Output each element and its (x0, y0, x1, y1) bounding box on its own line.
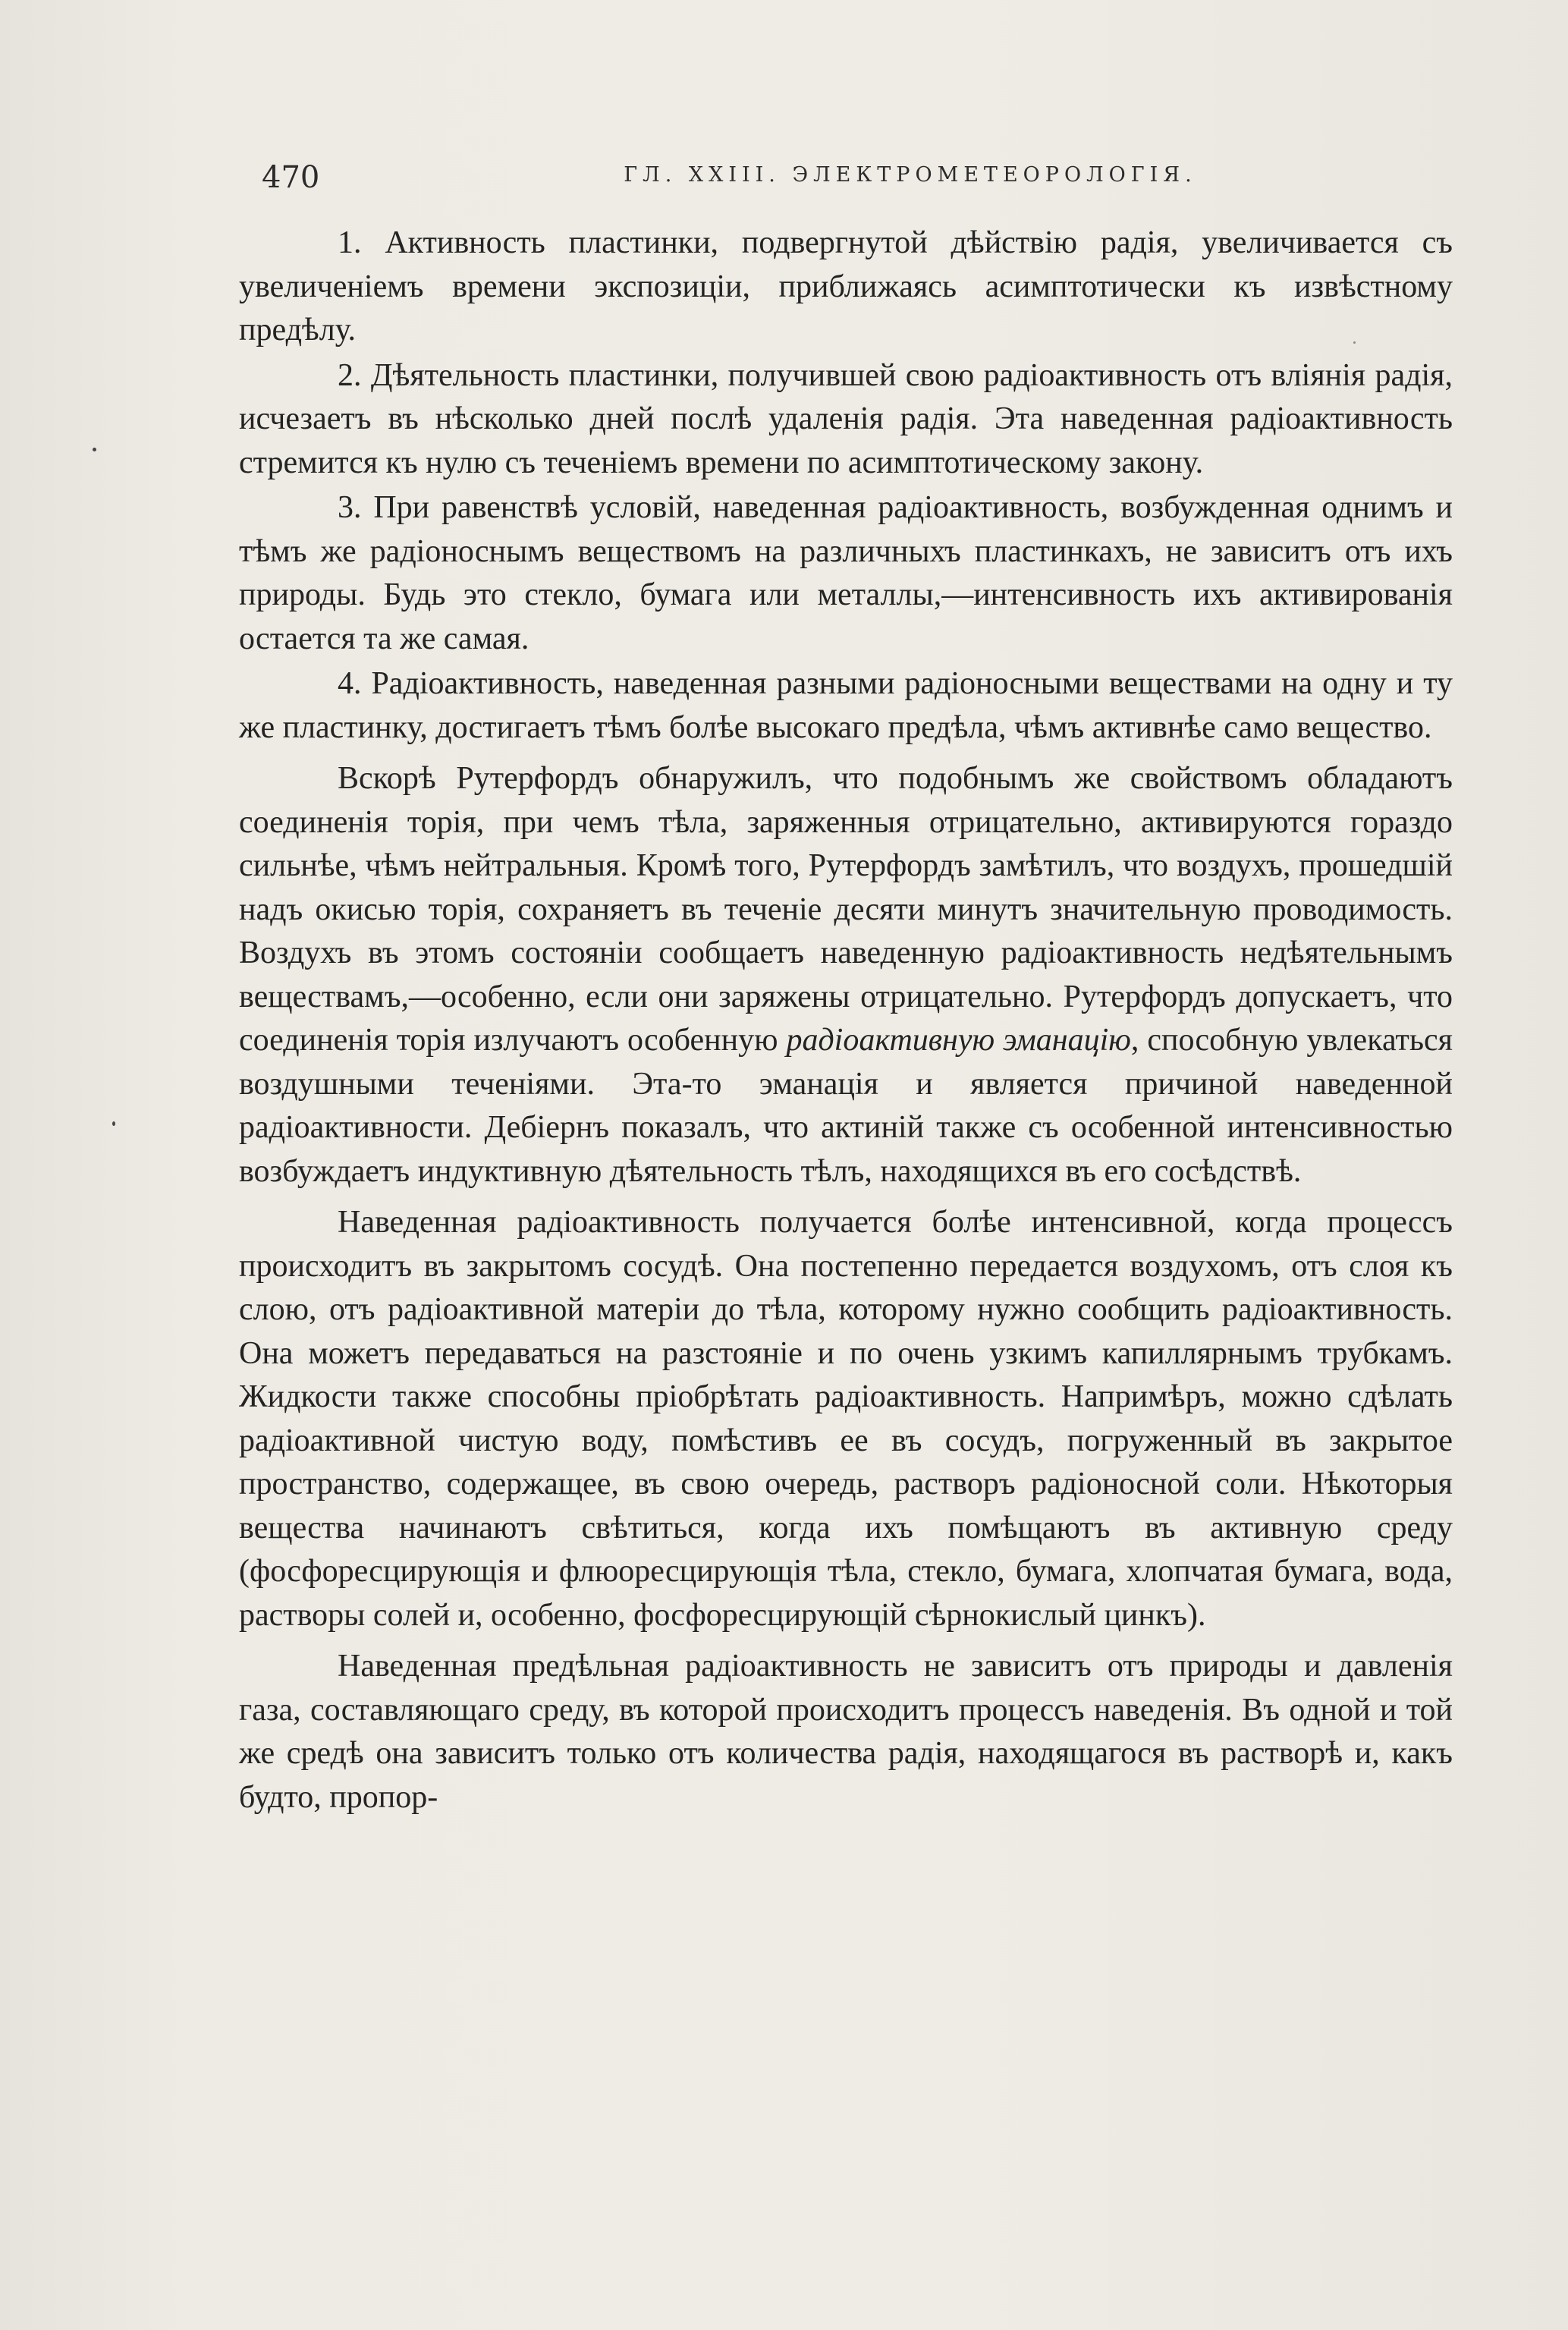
paragraph-5-italic-term: радіоактивную эманацію (786, 1023, 1131, 1058)
paragraph-5-text-b: , способную увлекаться воздушными теченіями. Эта-то эманація и является причиной наведенной радіоактивности. Дебіернъ показалъ, что актиній также съ особенной интенсивностью возбуждаетъ индуктивную дѣятельность тѣлъ, находящихся въ его сосѣдствѣ. (239, 1023, 1453, 1189)
running-head: ГЛ. XXIII. ЭЛЕКТРОМЕТЕОРОЛОГІЯ. (624, 163, 1197, 187)
paragraph-2: 2. Дѣятельность пластинки, получившей свою радіоактивность отъ вліянія радія, исчезаетъ въ нѣсколько дней послѣ удаленія радія. Эта наведенная радіоактивность стремится къ нулю съ теченіемъ времени по асимптотическому закону. (239, 357, 1453, 480)
paper-speck (112, 1121, 115, 1126)
paper-speck (93, 448, 96, 451)
paragraph-6: Наведенная радіоактивность получается болѣе интенсивной, когда процессъ происходитъ въ закрытомъ сосудѣ. Она постепенно передается воздухомъ, отъ слоя къ слою, отъ радіоактивной матеріи до тѣла, которому нужно сообщить радіоактивность. Она можетъ передаваться на разстояніе и по очень узкимъ капиллярнымъ трубкамъ. Жидкости также способны пріобрѣтать радіоактивность. Напримѣръ, можно сдѣлать радіоактивной чистую воду, помѣстивъ ее въ сосудъ, погруженный въ закрытое пространство, содержащее, въ свою очередь, растворъ радіоносной соли. Нѣкоторыя вещества начинаютъ свѣтиться, когда ихъ помѣщаютъ въ активную среду (фосфоресцирующія и флюоресцирующія тѣла, стекло, бумага, хлопчатая бумага, вода, растворы солей и, особенно, фосфоресцирующій сѣрнокислый цинкъ). (239, 1205, 1453, 1633)
paragraph-5-text-a: Вскорѣ Рутерфордъ обнаружилъ, что подобнымъ же свойствомъ обладаютъ соединенія торія, при чемъ тѣла, заряженныя отрицательно, активируются гораздо сильнѣе, чѣмъ нейтральныя. Кромѣ того, Рутерфордъ замѣтилъ, что воздухъ, прошедшій надъ окисью торія, сохраняетъ въ теченіе десяти минутъ значительную проводимость. Воздухъ въ этомъ состояніи сообщаетъ наведенную радіоактивность недѣятельнымъ веществамъ,—особенно, если они заряжены отрицательно. Рутерфордъ допускаетъ, что соединенія торія излучаютъ особенную (239, 761, 1453, 1058)
page-header (262, 156, 1453, 201)
paragraph-5 (239, 757, 1453, 1193)
paper-speck (1353, 341, 1356, 344)
paragraph-7: Наведенная предѣльная радіоактивность не зависитъ отъ природы и давленія газа, составляющаго среду, въ которой происходитъ процессъ наведенія. Въ одной и той же средѣ она зависитъ только отъ количества радія, находящагося въ растворѣ и, какъ будто, пропор- (239, 1649, 1453, 1815)
paragraph-1: 1. Активность пластинки, подвергнутой дѣйствію радія, увеличивается съ увеличеніемъ времени экспозиціи, приближаясь асимптотически къ извѣстному предѣлу. (239, 225, 1453, 347)
body-text (239, 222, 1453, 1821)
page-number: 470 (262, 160, 320, 195)
paragraph-4: 4. Радіоактивность, наведенная разными радіоносными веществами на одну и ту же пластинку, достигаетъ тѣмъ болѣе высокаго предѣла, чѣмъ активнѣе само вещество. (239, 666, 1453, 745)
paragraph-3: 3. При равенствѣ условій, наведенная радіоактивность, возбужденная однимъ и тѣмъ же радіоноснымъ веществомъ на различныхъ пластинкахъ, не зависитъ отъ ихъ природы. Будь это стекло, бумага или металлы,—интенсивность ихъ активированія остается та же самая. (239, 490, 1453, 656)
